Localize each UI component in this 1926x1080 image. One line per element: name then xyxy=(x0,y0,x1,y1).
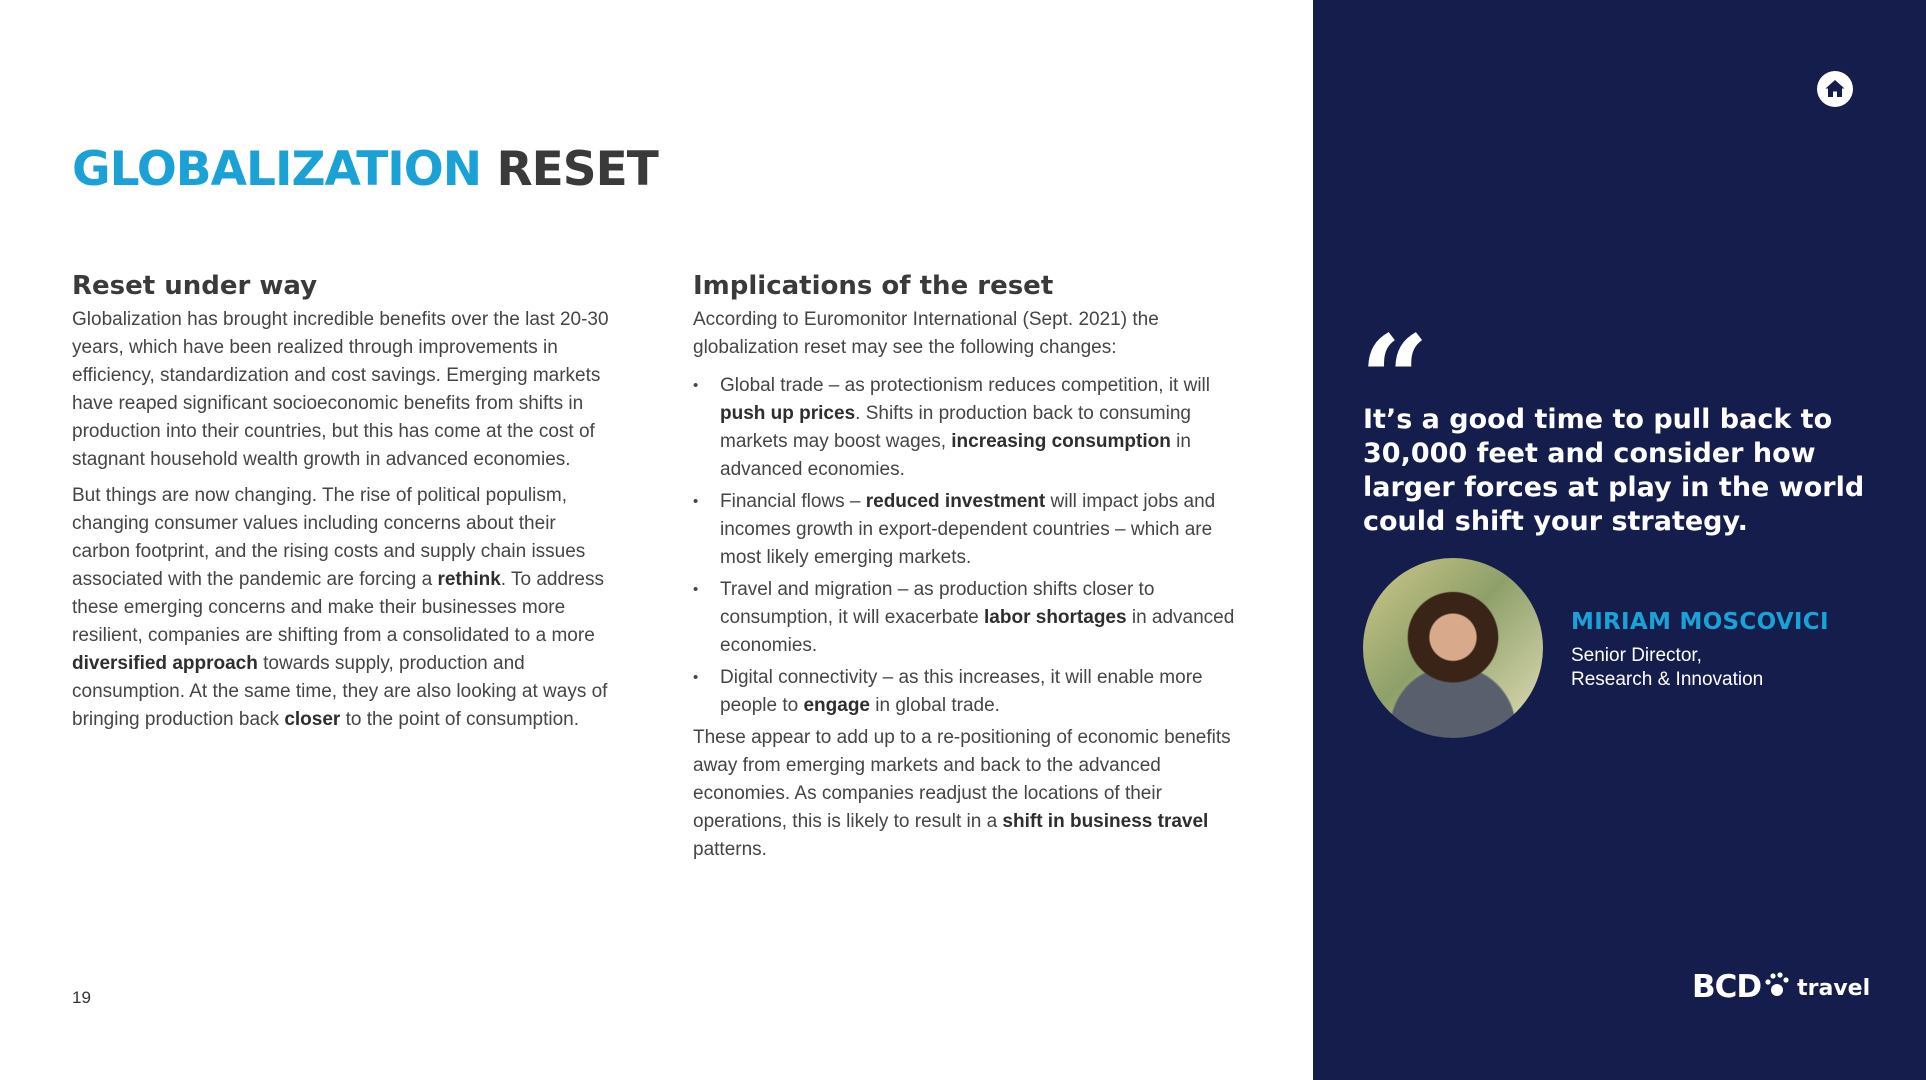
right-column-heading: Implications of the reset xyxy=(693,271,1054,301)
left-paragraph-1: Globalization has brought incredible benefits over the last 20-30 years, which have been realized through improvements in efficiency, standardization and cost savings. Emerging markets have reaped significant socioeconomic benefits from shifts in production into their countries, but this has come at the cost of stagnant household wealth growth in advanced economies. xyxy=(72,309,609,470)
logo-dots-icon xyxy=(1762,970,1792,1000)
pull-quote: It’s a good time to pull back to 30,000 feet and consider how larger forces at play in the world could shift your strategy. xyxy=(1363,404,1865,537)
page-number: 19 xyxy=(72,988,91,1007)
role-line-2: Research & Innovation xyxy=(1571,669,1764,690)
list-item: • Global trade – as protectionism reduces competition, it will push up prices. Shifts in production back to consuming markets may boost wages, increasing consumption in advanced economies. xyxy=(693,372,1238,484)
left-column-heading: Reset under way xyxy=(72,271,318,301)
right-outro: These appear to add up to a re-positioning of economic benefits away from emerging markets and back to the advanced economies. As companies readjust the locations of their operations, this is likely to result in a shift in business travel patterns. xyxy=(693,727,1231,860)
bullet-icon: • xyxy=(693,581,699,598)
right-intro: According to Euromonitor International (Sept. 2021) the globalization reset may see the following changes: xyxy=(693,309,1159,358)
bullet-icon: • xyxy=(693,669,699,686)
person-role xyxy=(1571,644,1763,692)
title-rest: RESET xyxy=(496,142,658,197)
left-paragraph-2: But things are now changing. The rise of political populism, changing consumer values including concerns about their carbon footprint, and the rising costs and supply chain issues associated with the pandemic are forcing a rethink. To address these emerging concerns and make their businesses more resilient, companies are shifting from a consolidated to a more diversified approach towards supply, production and consumption. At the same time, they are also looking at ways of bringing production back closer to the point of consumption. xyxy=(72,485,608,730)
emphasis-diversified-approach: diversified approach xyxy=(72,653,258,674)
logo-travel: travel xyxy=(1797,976,1871,1001)
title-accent: GLOBALIZATION xyxy=(72,142,482,197)
list-item: • Travel and migration – as production shifts closer to consumption, it will exacerbate labor shortages in advanced economies. xyxy=(693,576,1238,660)
quote-sidebar xyxy=(1313,0,1926,1080)
quote-mark-icon: “ xyxy=(1360,309,1430,450)
person-name: MIRIAM MOSCOVICI xyxy=(1571,609,1829,635)
emphasis-shift-in-business-travel: shift in business travel xyxy=(1002,811,1209,832)
left-column xyxy=(72,268,612,742)
avatar xyxy=(1363,558,1543,738)
emphasis-closer: closer xyxy=(284,709,341,730)
page-title xyxy=(72,140,658,200)
home-icon[interactable] xyxy=(1817,71,1853,107)
list-item: • Financial flows – reduced investment will impact jobs and incomes growth in export-dependent countries – which are most likely emerging markets. xyxy=(693,488,1238,572)
list-item: • Digital connectivity – as this increases, it will enable more people to engage in global trade. xyxy=(693,664,1238,720)
logo-bcd: BCD xyxy=(1692,969,1762,1005)
bullet-icon: • xyxy=(693,377,699,394)
role-line-1: Senior Director, xyxy=(1571,645,1702,666)
home-glyph xyxy=(1823,77,1847,101)
right-column xyxy=(693,268,1238,872)
bullet-icon: • xyxy=(693,493,699,510)
bcd-travel-logo xyxy=(1692,970,1870,1004)
emphasis-rethink: rethink xyxy=(437,569,501,590)
implications-list xyxy=(693,372,1238,720)
